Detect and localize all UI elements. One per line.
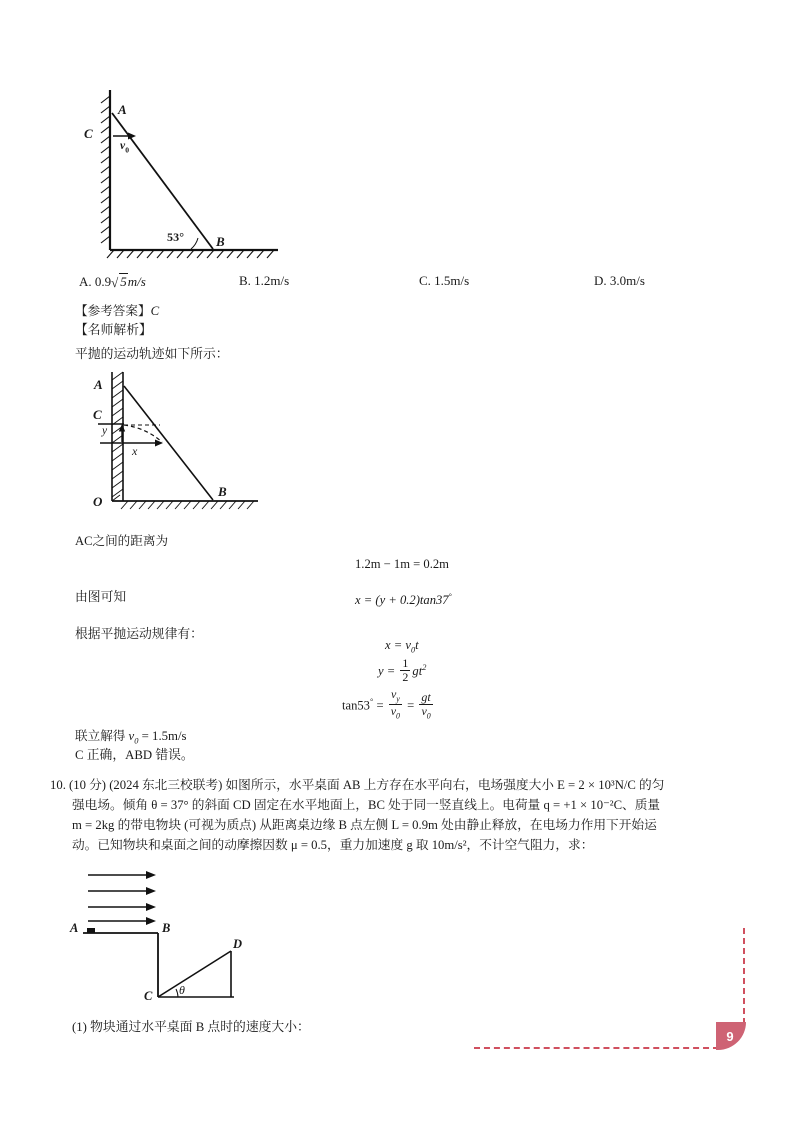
reference-answer-label: 【参考答案】 (75, 304, 151, 318)
option-d[interactable]: D. 3.0m/s (594, 273, 645, 288)
option-a[interactable]: A. 0.9√ 5m/s (79, 274, 146, 290)
figure-projectile-trajectory (78, 368, 278, 518)
equation-ac-distance: 1.2m − 1m = 0.2m (355, 557, 449, 571)
figure2-label-x: x (132, 444, 138, 458)
decorative-dashed-horizontal (474, 1047, 719, 1049)
figure2-label-y: y (102, 425, 108, 437)
figure1-label-C: C (84, 126, 93, 141)
solution-line-ac-distance: AC之间的距离为 (75, 534, 169, 548)
analysis-label: 【名师解析】 (75, 323, 152, 337)
figure1-label-v0: $v_0$ (120, 140, 130, 155)
figure2-label-O: O (93, 494, 103, 509)
question-10-line-4: 动。已知物块和桌面之间的动摩擦因数 μ = 0.5，重力加速度 g 取 10m/s²，不计空气阻力，求： (72, 838, 594, 852)
solution-line-projectile-laws: 根据平抛运动规律有： (75, 627, 203, 641)
question-10-subquestion-1: (1) 物块通过水平桌面 B 点时的速度大小： (72, 1020, 310, 1034)
question-10-line-1: 10. (10 分) (2024 东北三校联考) 如图所示，水平桌面 AB 上方存在水平向右，电场强度大小 E = 2 × 10³N/C 的匀 (50, 778, 665, 792)
figure3-label-theta: θ (179, 983, 185, 997)
page-number-badge: 9 (716, 1022, 746, 1050)
fraction-gt-over-v0: $\frac{gt}{v_0}$ (421, 690, 431, 721)
option-b[interactable]: B. 1.2m/s (239, 273, 290, 288)
option-c[interactable]: C. 1.5m/s (419, 273, 470, 288)
figure1-label-angle: 53° (167, 230, 185, 244)
figure3-label-A: A (70, 921, 79, 935)
analysis-intro: 平抛的运动轨迹如下所示： (75, 347, 229, 361)
question-10-line-3: m = 2kg 的带电物块 (可视为质点) 从距离桌边缘 B 点左侧 L = 0.9m 处由静止释放，在电场力作用下开始运 (72, 818, 657, 832)
figure3-label-D: D (233, 937, 243, 951)
question-10-statement (50, 775, 750, 855)
figure-table-incline-field (66, 865, 316, 1010)
fraction-one-half: $\frac{1}{2}$ (402, 656, 409, 684)
figure1-label-A: A (118, 102, 127, 117)
equation-x-v0t: $x = v_0t$ (385, 638, 419, 655)
fraction-vy-over-v0: $\frac{v_y}{v_0}$ (390, 687, 400, 721)
figure3-label-B: B (162, 921, 171, 935)
figure2-label-C: C (93, 407, 102, 422)
solution-conclusion-v0: 联立解得 $v_0 = 1.5m/s$ (75, 729, 187, 746)
reference-answer-line (75, 300, 159, 319)
figure2-label-A: A (94, 377, 103, 392)
reference-answer-value: C (150, 304, 160, 318)
figure2-label-B: B (218, 484, 227, 499)
equation-tan53: tan53° = $\frac{v_y}{v_0}$ = $\frac{gt}{v_0}$ (342, 687, 431, 721)
question-10-line-2: 强电场。倾角 θ = 37° 的斜面 CD 固定在水平地面上，BC 处于同一竖直线上。电荷量 q = +1 × 10⁻²C、质量 (72, 798, 661, 812)
solution-line-from-figure: 由图可知 (75, 590, 127, 604)
figure3-label-C: C (144, 989, 153, 1003)
figure1-label-B: B (216, 234, 225, 249)
equation-y-half-gt2: y = $\frac{1}{2}$ $gt^2$ (378, 656, 427, 684)
figure-projectile-wall-incline (84, 86, 288, 266)
solution-conclusion-choices: C 正确，ABD 错误。 (75, 748, 194, 762)
decorative-dashed-vertical (743, 928, 745, 1024)
equation-x-tan37: x = (y + 0.2)tan37° (355, 592, 452, 608)
